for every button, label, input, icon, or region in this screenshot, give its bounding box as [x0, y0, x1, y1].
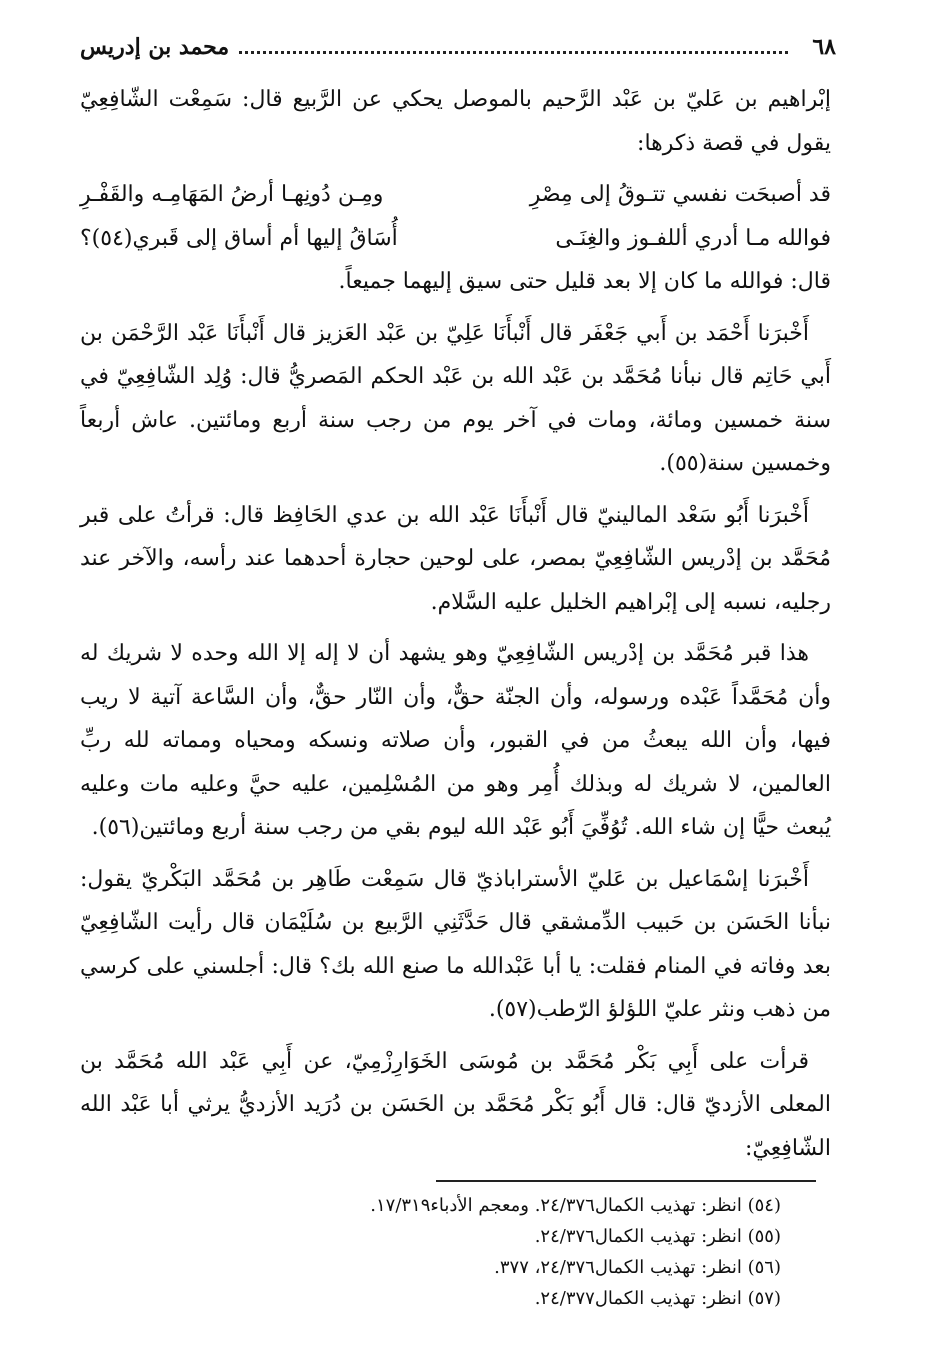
footnotes [100, 1190, 781, 1314]
running-header [80, 30, 836, 64]
verse-2-second-hemistich: أُسَاقُ إليها أم أساق إلى قَبري(٥٤)؟ [80, 225, 398, 251]
header-dot-leader [239, 51, 788, 54]
footnote-54: (٥٤) انظر: تهذيب الكمال٢٤/٣٧٦. ومعجم الأدباء١٧/٣١٩. [370, 1195, 781, 1216]
footnote-55: (٥٥) انظر: تهذيب الكمال٢٤/٣٧٦. [534, 1226, 781, 1247]
page-number: ٦٨ [812, 34, 836, 60]
paragraph: أَخْبرَنا إسْمَاعيل بن عَليّ الأستراباذيّ قال سَمِعْت طَاهِر بن مُحَمَّد البَكْريّ يقول: نبأنا الحَسَن بن حَبيب الدِّمشقي قال حَدَّثَنِي الرَّبيع بن سُلَيْمَان قال رأيت الشّافِعِيّ بعد وفاته في المنام فقلت: يا أبا عَبْدالله ما صنع الله بك؟ قال: أجلسني على كرسي من ذهب ونثر عليّ اللؤلؤ الرّطب(٥٧). [80, 866, 831, 1022]
paragraph: هذا قبر مُحَمَّد بن إدْريس الشّافِعِيّ وهو يشهد أن لا إله إلا الله وحده لا شريك له وأن مُحَمَّداً عَبْده ورسوله، وأن الجنّة حقٌّ، وأن النّار حقٌّ، وأن السَّاعة آتية لا ريب فيها، وأن الله يبعثُ من في القبور، وأن صلاته ونسكه ومحياه ومماته لله ربِّ العالمين، لا شريك له وبذلك أُمِر وهو من المُسْلِمين، عليه حيَّ وعليه مات وعليه يُبعث حيًّا إن شاء الله. تُوُفِّيَ أَبُو عَبْد الله ليوم بقي من رجب سنة أربع ومائتين(٥٦). [80, 641, 831, 840]
verse-1-second-hemistich: ومِـن دُونِهـا أرضُ المَهَامِـه والقَفْـرِ [80, 182, 384, 207]
main-text [80, 78, 831, 1178]
verse-1-first-hemistich: قد أصبحَت نفسي تتـوقُ إلى مِصْرِ [529, 182, 831, 207]
verse-2-first-hemistich: فوالله مـا أدري أللفـوز والغِنَـى [555, 225, 831, 251]
paragraph: أَخْبرَنا أَحْمَد بن أَبي جَعْفَر قال أَنْبأَنَا عَلِيّ بن عَبْد العَزيز قال أَنْبأَنَا عَبْد الرَّحْمَن بن أَبي حَاتِم قال نبأنا مُحَمَّد بن عَبْد الله بن عَبْد الحكم المَصريُّ قال: وُلِد الشّافِعِيّ في سنة خمسين ومائة، ومات في آخر يوم من رجب سنة أربع ومائتين. عاش أربعاً وخمسين سنة(٥٥). [80, 320, 831, 476]
paragraph: قرأت على أَبِي بَكْر مُحَمَّد بن مُوسَى الخَوَارِزْمِيّ، عن أَبِي عَبْد الله مُحَمَّد بن المعلى الأزديّ قال: قال أَبُو بَكْر مُحَمَّد بن الحَسَن بن دُرَيد الأزديُّ يرثي أبا عَبْد الله الشّافِعِيّ: [80, 1048, 831, 1161]
paragraph: إبْراهيم بن عَليّ بن عَبْد الرَّحيم بالموصل يحكي عن الرَّبيع قال: سَمِعْت الشّافِعِيّ يقول في قصة ذكرها: [80, 87, 831, 156]
footnote-56: (٥٦) انظر: تهذيب الكمال٢٤/٣٧٦، ٣٧٧. [494, 1257, 781, 1278]
chapter-title: محمد بن إدريس [80, 34, 230, 60]
paragraph: أَخْبرَنا أَبُو سَعْد المالينيّ قال أَنْبأَنَا عَبْد الله بن عدي الحَافِظ قال: قرأتُ على قبر مُحَمَّد بن إدْريس الشّافِعِيّ بمصر، على لوحين حجارة أحدهما عند رأسه، والآخر عند رجليه، نسبه إلى إبْراهيم الخليل عليه السَّلام. [80, 502, 831, 615]
poem-verses [80, 173, 831, 260]
footnote-57: (٥٧) انظر: تهذيب الكمال٢٤/٣٧٧. [534, 1288, 781, 1309]
footnote-separator [436, 1180, 816, 1182]
paragraph: قال: فوالله ما كان إلا بعد قليل حتى سيق إليهما جميعاً. [338, 269, 831, 294]
